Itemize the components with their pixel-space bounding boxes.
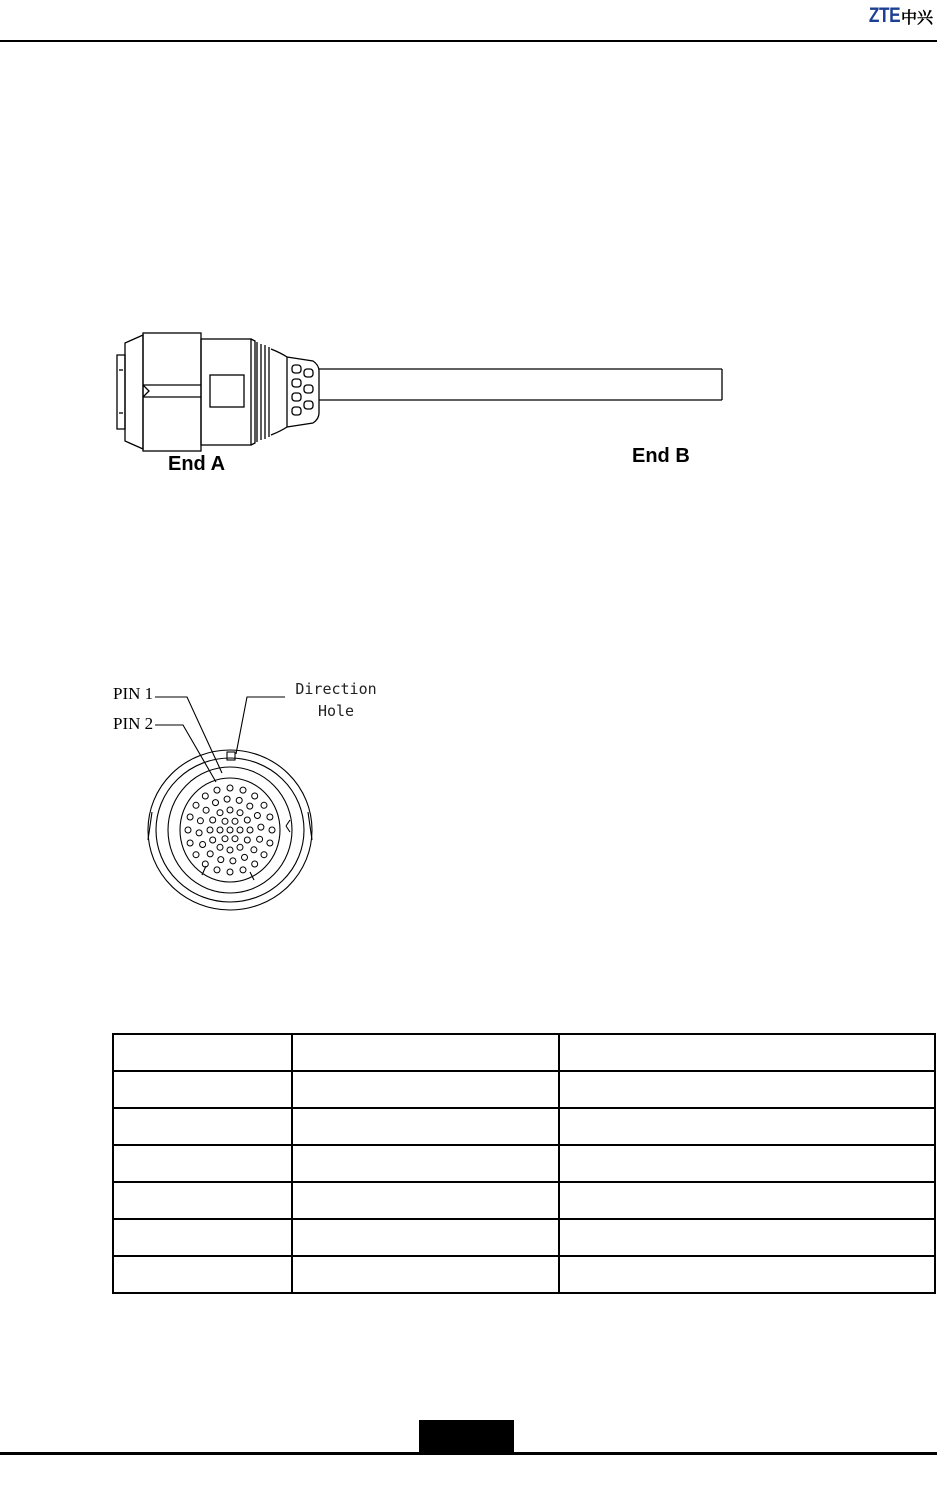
table-cell <box>113 1145 292 1182</box>
connector-pin <box>252 793 258 799</box>
connector-pin <box>222 836 228 842</box>
connector-pin <box>247 803 253 809</box>
connector-pin <box>222 818 228 824</box>
table-cell <box>292 1034 559 1071</box>
direction-label-line1: Direction <box>295 680 377 698</box>
pin2-label: PIN 2 <box>113 714 154 733</box>
connector-pin <box>202 861 208 867</box>
page-number-tab <box>419 1420 514 1453</box>
connector-pin <box>207 827 213 833</box>
connector-pin <box>224 796 230 802</box>
table-cell <box>113 1071 292 1108</box>
connector-pin <box>187 840 193 846</box>
table-cell <box>292 1182 559 1219</box>
zte-logo <box>862 2 933 30</box>
connector-pin <box>232 818 238 824</box>
table-row <box>113 1108 935 1145</box>
table-cell <box>559 1034 935 1071</box>
connector-pin <box>214 867 220 873</box>
pin1-label: PIN 1 <box>113 684 154 703</box>
connector-pin <box>217 844 223 850</box>
table-cell <box>559 1219 935 1256</box>
connector-pin <box>237 844 243 850</box>
end-a-label: End A <box>168 453 226 475</box>
table-cell <box>113 1182 292 1219</box>
connector-pins <box>185 785 275 875</box>
table-cell <box>113 1256 292 1293</box>
connector-pin <box>185 827 191 833</box>
connector-pin <box>227 827 233 833</box>
connector-pin <box>267 814 273 820</box>
connector-pin <box>203 807 209 813</box>
connector-pin <box>227 847 233 853</box>
connector-pin <box>187 814 193 820</box>
table-cell <box>559 1182 935 1219</box>
table-cell <box>292 1219 559 1256</box>
connector-pin <box>267 840 273 846</box>
connector-pin <box>237 810 243 816</box>
table-cell <box>113 1219 292 1256</box>
connector-pin <box>240 787 246 793</box>
connector-pin <box>230 858 236 864</box>
connector-pin <box>200 842 206 848</box>
connector-pin <box>210 817 216 823</box>
logo-latin-text: ZTE <box>868 4 900 27</box>
connector-pin <box>232 836 238 842</box>
table-cell <box>559 1108 935 1145</box>
table-cell <box>559 1145 935 1182</box>
connector-pin <box>193 802 199 808</box>
table-row <box>113 1071 935 1108</box>
connector-pin <box>196 830 202 836</box>
connector-pin <box>202 793 208 799</box>
direction-hole-label <box>286 678 386 722</box>
connector-pin <box>227 807 233 813</box>
end-b-label: End B <box>632 445 690 467</box>
table-cell <box>292 1108 559 1145</box>
table-cell <box>292 1071 559 1108</box>
connector-pin <box>247 827 253 833</box>
connector-pin <box>236 797 242 803</box>
direction-label-line2: Hole <box>317 702 355 720</box>
connector-pin <box>197 818 203 824</box>
connector-pin <box>227 869 233 875</box>
connector-pin <box>210 837 216 843</box>
pin-assignment-table <box>112 1033 936 1294</box>
logo-cjk-text: 中兴 <box>900 7 933 27</box>
connector-pin <box>214 787 220 793</box>
connector-pin <box>244 817 250 823</box>
connector-pin <box>252 861 258 867</box>
connector-pin <box>258 824 264 830</box>
table-row <box>113 1182 935 1219</box>
table-row <box>113 1256 935 1293</box>
table-row <box>113 1219 935 1256</box>
table-cell <box>559 1071 935 1108</box>
connector-pin <box>213 800 219 806</box>
connector-pin <box>240 867 246 873</box>
connector-pin <box>237 827 243 833</box>
header-rule <box>0 40 937 42</box>
connector-pin <box>217 810 223 816</box>
footer-rule <box>0 1452 937 1455</box>
connector-pin <box>242 854 248 860</box>
table-cell <box>292 1256 559 1293</box>
table-row <box>113 1145 935 1182</box>
connector-pin <box>254 813 260 819</box>
table-cell <box>113 1108 292 1145</box>
table-cell <box>113 1034 292 1071</box>
connector-pin <box>193 852 199 858</box>
connector-pin <box>257 836 263 842</box>
connector-pin <box>269 827 275 833</box>
connector-pin <box>261 802 267 808</box>
connector-pin <box>207 851 213 857</box>
connector-pin <box>251 847 257 853</box>
table-cell <box>292 1145 559 1182</box>
table-cell <box>559 1256 935 1293</box>
connector-pin <box>227 785 233 791</box>
connector-pin <box>244 837 250 843</box>
table-row <box>113 1034 935 1071</box>
connector-pin <box>218 857 224 863</box>
connector-pin <box>261 852 267 858</box>
connector-pin <box>217 827 223 833</box>
